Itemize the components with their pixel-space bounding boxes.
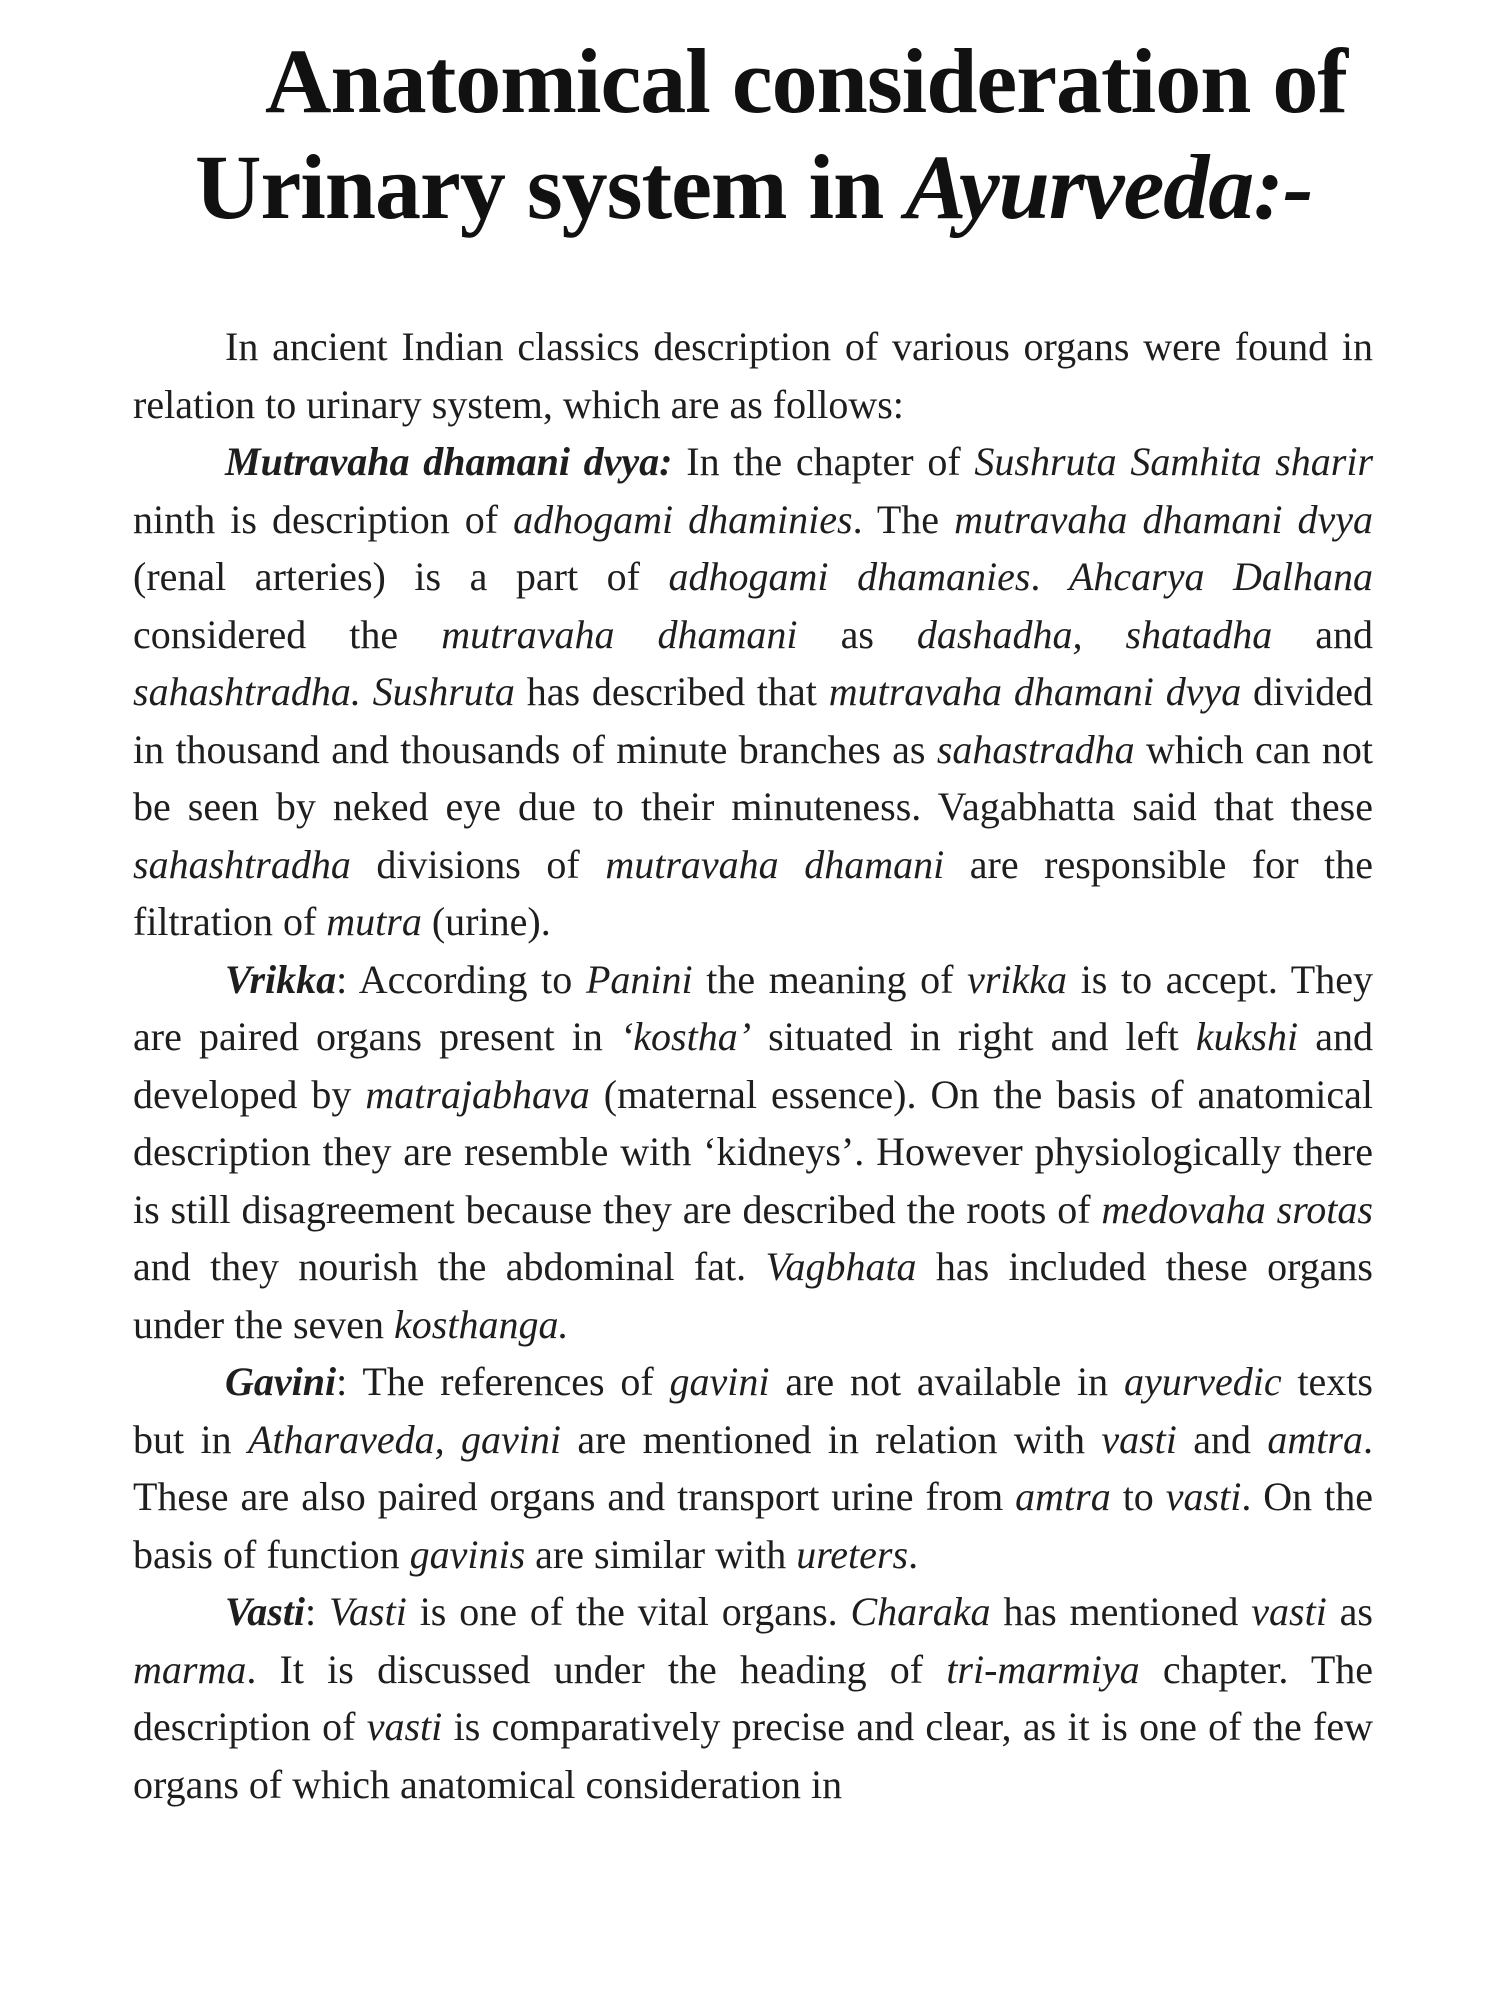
italic-term: vasti (366, 1704, 443, 1749)
italic-term: ureters (796, 1531, 909, 1577)
italic-term: sahashtradha. Sushruta (133, 669, 515, 714)
text-segment: considered the (133, 611, 442, 657)
italic-term: tri-marmiya (946, 1646, 1140, 1692)
text-segment: and they nourish the abdominal fat. (133, 1244, 766, 1289)
page-title (195, 28, 1395, 240)
text-segment: to (1110, 1474, 1166, 1519)
text-segment: has included these organs under the seven (133, 1244, 1373, 1347)
text-segment: (maternal essence). On the basis of anatomical description they are resemble with ‘kidneys’. However physiologically there is still disagreement because they are described the roots of (133, 1071, 1373, 1232)
italic-term: Sushruta Samhita sharir (974, 439, 1374, 484)
italic-term: mutravaha dhamani (605, 841, 945, 887)
italic-term: Atharaveda, gavini (248, 1416, 561, 1462)
text-segment: chapter. The description of (133, 1646, 1374, 1749)
italic-term: gavini (669, 1359, 770, 1404)
section-term: Vrikka (225, 956, 337, 1002)
text-segment: as (1326, 1589, 1373, 1634)
italic-term: sahastradha (936, 726, 1135, 772)
italic-term: Vasti (329, 1589, 407, 1634)
body-text (133, 318, 1373, 1813)
sections (133, 433, 1373, 1813)
section-paragraph (133, 1583, 1373, 1813)
text-segment: is one of the vital organs. (406, 1589, 851, 1634)
text-segment: has described that (514, 669, 829, 714)
text-segment: are responsible for the filtration of (133, 841, 1373, 944)
section-term: Mutravaha dhamani dvya: (225, 439, 673, 484)
title-line-1: Anatomical consideration of (265, 30, 1348, 132)
italic-term: vasti (1251, 1589, 1327, 1634)
italic-term: Ahcarya Dalhana (1068, 554, 1374, 599)
italic-term: mutravaha dhamani dvya (828, 669, 1242, 714)
italic-term: vasti (1165, 1474, 1242, 1519)
italic-term: sahashtradha (133, 841, 351, 887)
italic-term: Panini (585, 956, 693, 1002)
text-segment: . (1030, 554, 1069, 599)
italic-term: kosthanga. (394, 1301, 569, 1347)
section-paragraph (133, 433, 1373, 951)
italic-term: adhogami dhamanies (668, 554, 1031, 599)
text-segment: situated in right and left (751, 1014, 1196, 1059)
text-segment: which can not be seen by neked eye due to their minuteness. Vagabhatta said that these (133, 726, 1374, 829)
text-segment: : (305, 1589, 330, 1634)
text-segment: is comparatively precise and clear, as it is one of the few organs of which anatomical consideration in (133, 1704, 1373, 1807)
text-segment: and (1176, 1416, 1268, 1462)
text-segment: : According to (336, 956, 586, 1002)
text-segment: ninth is description of (133, 496, 514, 542)
section-paragraph (133, 1353, 1373, 1583)
title-line-2-italic: Ayurveda:- (905, 136, 1313, 238)
italic-term: marma (133, 1646, 247, 1692)
text-segment: . It is discussed under the heading of (246, 1646, 947, 1692)
text-segment: . On the basis of function (133, 1474, 1374, 1577)
text-segment: is to accept. They are paired organs present in (133, 956, 1373, 1059)
text-segment: are similar with (525, 1531, 797, 1577)
italic-term: mutravaha dhamani (441, 611, 798, 657)
text-segment: has mentioned (990, 1589, 1252, 1634)
italic-term: vasti (1101, 1416, 1177, 1462)
intro-paragraph: In ancient Indian classics description of various organs were found in relation to urinary system, which are as follows: (133, 324, 1373, 427)
title-line-2 (195, 134, 1395, 240)
text-segment: divisions of (350, 841, 606, 887)
text-segment: (urine). (421, 899, 551, 944)
section-term: Gavini (225, 1359, 337, 1404)
italic-term: mutravaha dhamani dvya (954, 496, 1373, 542)
text-segment: and developed by (133, 1014, 1373, 1117)
italic-term: amtra (1267, 1416, 1363, 1462)
title-line-2-plain: Urinary system in (195, 136, 906, 238)
italic-term: ‘kostha’ (619, 1014, 752, 1059)
text-segment: are not available in (769, 1359, 1124, 1404)
italic-term: mutra (326, 899, 422, 944)
italic-term: medovaha srotas (1101, 1186, 1373, 1232)
text-segment: divided in thousand and thousands of minute branches as (133, 669, 1374, 772)
italic-term: kukshi (1195, 1014, 1299, 1059)
italic-term: ayurvedic (1123, 1359, 1282, 1404)
italic-term: dashadha, shatadha (916, 611, 1273, 657)
italic-term: Charaka (850, 1589, 991, 1634)
text-segment: : The references of (336, 1359, 670, 1404)
italic-term: gavinis (409, 1531, 526, 1577)
italic-term: matrajabhava (365, 1071, 590, 1117)
text-segment: are mentioned in relation with (560, 1416, 1102, 1462)
text-segment: the meaning of (692, 956, 968, 1002)
italic-term: adhogami dhaminies (513, 496, 853, 542)
text-segment: In the chapter of (672, 439, 975, 484)
text-segment: as (797, 611, 917, 657)
text-segment: and (1272, 611, 1373, 657)
text-segment: . The (852, 496, 955, 542)
text-segment: (renal arteries) is a part of (133, 554, 669, 599)
section-paragraph (133, 951, 1373, 1354)
text-segment: . These are also paired organs and transport urine from (133, 1416, 1373, 1519)
text-segment: . (908, 1531, 919, 1577)
italic-term: amtra (1015, 1474, 1111, 1519)
italic-term: vrikka (967, 956, 1068, 1002)
italic-term: Vagbhata (765, 1244, 917, 1289)
text-segment: texts but in (133, 1359, 1373, 1462)
section-term: Vasti (225, 1589, 306, 1634)
